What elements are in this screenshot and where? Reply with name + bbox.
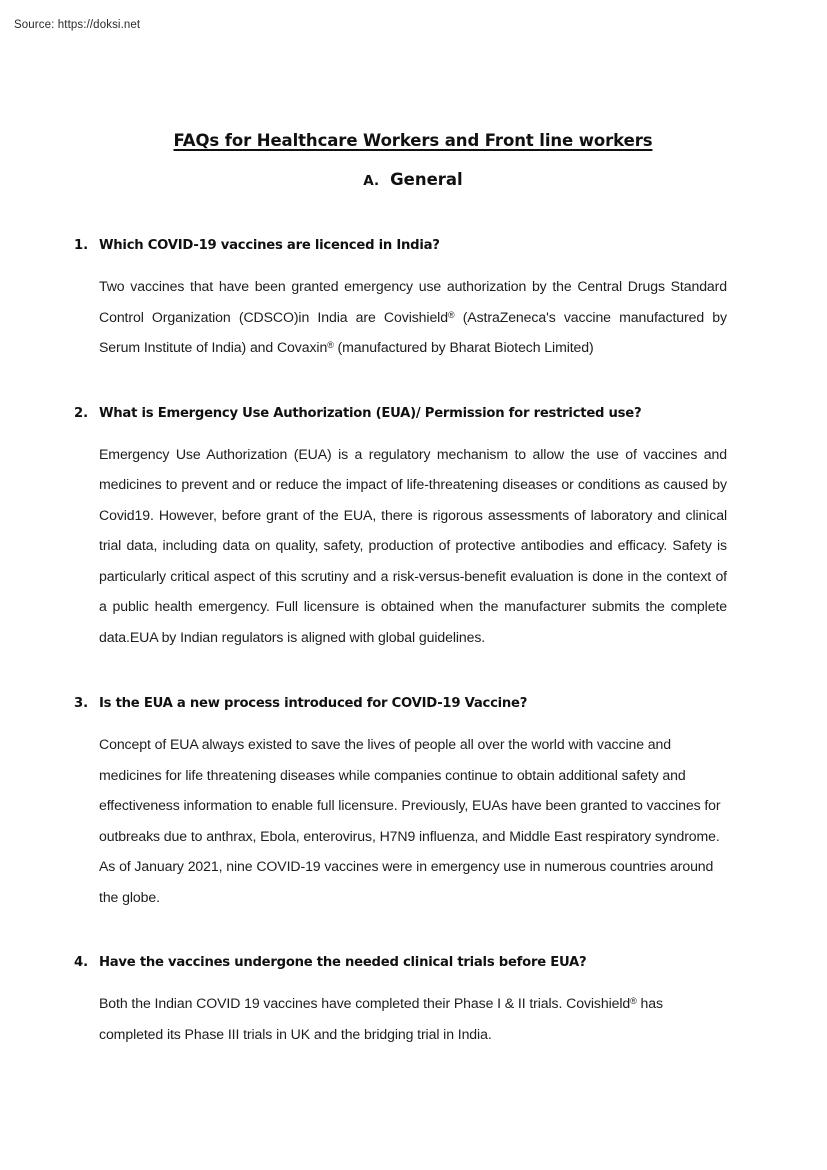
faq-item-3	[74, 694, 727, 912]
faq-answer-1-part-1: Two vaccines that have been granted emergency use authorization by the Central Drugs Standard Control Organization (CDSCO)in India are Covishield	[99, 278, 727, 325]
faq-answer-4	[99, 988, 727, 1049]
section-heading	[99, 169, 727, 192]
page-title	[99, 130, 727, 152]
faq-item-1	[74, 236, 727, 363]
registered-mark-icon: ®	[630, 996, 637, 1007]
faq-answer-3: Concept of EUA always existed to save the lives of people all over the world with vaccine and medicines for life threatening diseases while companies continue to obtain additional safety and effectiveness information to enable full licensure. Previously, EUAs have been granted to vaccines for outbreaks due to anthrax, Ebola, enterovirus, H7N9 influenza, and Middle East respiratory syndrome. As of January 2021, nine COVID-19 vaccines were in emergency use in numerous countries around the globe.	[99, 736, 721, 905]
faq-answer-1-part-3: (manufactured by Bharat Biotech Limited)	[333, 339, 594, 355]
faq-number-4: 4.	[74, 955, 89, 970]
faq-question-4: Have the vaccines undergone the needed clinical trials before EUA?	[99, 955, 587, 970]
faq-question-1: Which COVID-19 vaccines are licenced in India?	[99, 238, 440, 253]
faq-question-row-2	[74, 404, 727, 424]
faq-number-2: 2.	[74, 405, 89, 421]
faq-item-4	[74, 953, 727, 1049]
source-attribution: Source: https://doksi.net	[14, 19, 141, 31]
faq-answer-1	[99, 271, 727, 363]
faq-number-1: 1.	[74, 238, 89, 253]
faq-question-3: Is the EUA a new process introduced for COVID-19 Vaccine?	[99, 696, 528, 711]
faq-number-3: 3.	[74, 696, 89, 711]
faq-answer-4-part-1: Both the Indian COVID 19 vaccines have completed their Phase I & II trials. Covishield	[99, 995, 631, 1011]
faq-question-row-4	[74, 953, 727, 973]
faq-question-row-1	[74, 236, 727, 256]
faq-answer-1-part-2: (AstraZeneca's vaccine manufactured by Serum Institute of India) and Covaxin	[99, 308, 727, 355]
registered-mark-icon: ®	[327, 340, 334, 351]
faq-question-2: What is Emergency Use Authorization (EUA)/ Permission for restricted use?	[99, 405, 642, 421]
section-letter: A.	[363, 173, 380, 189]
faq-answer-4-part-2: has completed its Phase III trials in UK and the bridging trial in India.	[99, 995, 663, 1042]
page-title-text: FAQs for Healthcare Workers and Front line workers	[173, 131, 653, 150]
document-body	[74, 130, 727, 1063]
faq-answer-2: Emergency Use Authorization (EUA) is a regulatory mechanism to allow the use of vaccines and medicines to prevent and or reduce the impact of life-threatening diseases or conditions as caused by Covid19. However, before grant of the EUA, there is rigorous assessments of laboratory and clinical trial data, including data on quality, safety, production of protective antibodies and efficacy. Safety is particularly critical aspect of this scrutiny and a risk-versus-benefit evaluation is done in the context of a public health emergency. Full licensure is obtained when the manufacturer submits the complete data.EUA by Indian regulators is aligned with global guidelines.	[99, 445, 727, 645]
section-name: General	[390, 170, 463, 189]
faq-item-2	[74, 404, 727, 653]
faq-question-row-3	[74, 694, 727, 714]
registered-mark-icon: ®	[447, 309, 455, 320]
